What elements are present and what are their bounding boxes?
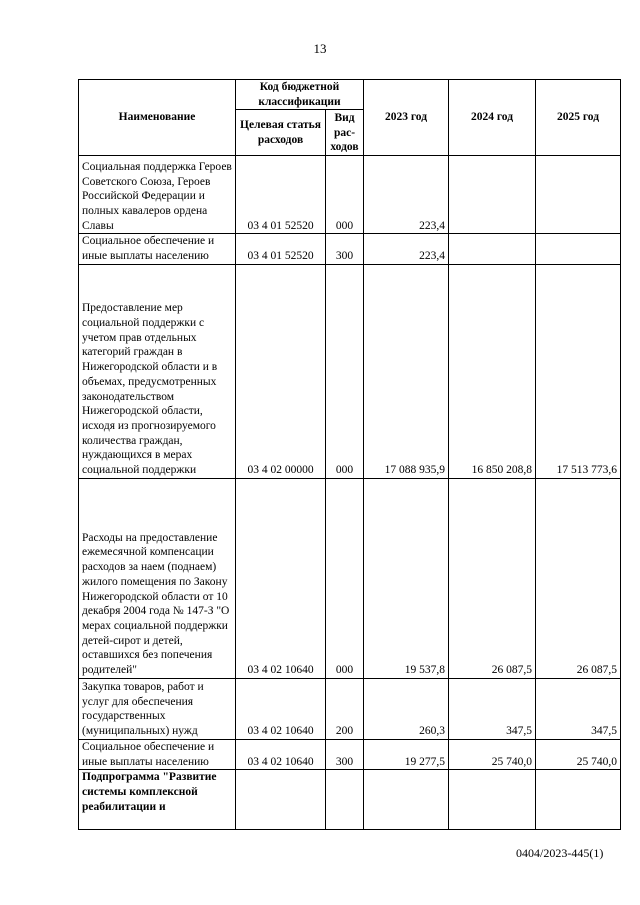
row-2025: [536, 234, 621, 264]
row-type: 000: [326, 156, 364, 234]
row-2024: 347,5: [449, 678, 536, 739]
row-2024: [449, 156, 536, 234]
row-name: Расходы на предоставление ежемесячной компенсации расходов за наем (поднаем) жилого помещения по Закону Нижегородской области от 10 декабря 2004 года № 147-З "О мерах социальной поддержки детей-сирот и детей, оставшихся без попечения родителей": [79, 478, 236, 678]
row-2024: [449, 770, 536, 830]
row-2025: 26 087,5: [536, 478, 621, 678]
row-2024: 25 740,0: [449, 739, 536, 769]
page-number: 13: [313, 41, 327, 56]
row-code: 03 4 02 10640: [236, 478, 326, 678]
table-row: [79, 739, 621, 769]
table-row: [79, 678, 621, 739]
row-type: [326, 770, 364, 830]
row-2024: 16 850 208,8: [449, 264, 536, 478]
row-name: Подпрограмма "Развитие системы комплексной реабилитации и: [79, 770, 236, 830]
row-2025: [536, 770, 621, 830]
row-type: 300: [326, 739, 364, 769]
table-row: [79, 478, 621, 678]
row-type: 200: [326, 678, 364, 739]
row-type: 000: [326, 478, 364, 678]
header-target-article: Целевая статья расходов: [236, 110, 326, 156]
table-row: [79, 234, 621, 264]
document-code: 0404/2023-445(1): [516, 846, 604, 860]
row-2025: 25 740,0: [536, 739, 621, 769]
row-type: 300: [326, 234, 364, 264]
row-2023: [364, 770, 449, 830]
row-2025: [536, 156, 621, 234]
header-expense-type: Вид рас-ходов: [326, 110, 364, 156]
row-2023: 19 277,5: [364, 739, 449, 769]
row-2023: 223,4: [364, 156, 449, 234]
row-2025: 17 513 773,6: [536, 264, 621, 478]
row-code: 03 4 01 52520: [236, 156, 326, 234]
row-name: Социальная поддержка Героев Советского Союза, Героев Российской Федерации и полных кавалеров ордена Славы: [79, 156, 236, 234]
header-2024: 2024 год: [449, 80, 536, 156]
row-2024: 26 087,5: [449, 478, 536, 678]
table-row: [79, 156, 621, 234]
row-code: 03 4 02 10640: [236, 739, 326, 769]
row-2025: 347,5: [536, 678, 621, 739]
row-2023: 223,4: [364, 234, 449, 264]
row-2023: 19 537,8: [364, 478, 449, 678]
row-2024: [449, 234, 536, 264]
row-code: 03 4 02 10640: [236, 678, 326, 739]
row-2023: 17 088 935,9: [364, 264, 449, 478]
row-name: Социальное обеспечение и иные выплаты населению: [79, 739, 236, 769]
row-type: 000: [326, 264, 364, 478]
table-row: [79, 264, 621, 478]
row-name: Социальное обеспечение и иные выплаты населению: [79, 234, 236, 264]
row-name: Предоставление мер социальной поддержки с учетом прав отдельных категорий граждан в Нижегородской области и в объемах, предусмотренных законодательством Нижегородской области, исходя из прогнозируемого количества граждан, нуждающихся в мерах социальной поддержки: [79, 264, 236, 478]
budget-table: [78, 79, 621, 830]
table-row: [79, 770, 621, 830]
header-name: Наименование: [79, 80, 236, 156]
row-2023: 260,3: [364, 678, 449, 739]
header-code-group: Код бюджетной классификации: [236, 80, 364, 110]
row-code: [236, 770, 326, 830]
row-name: Закупка товаров, работ и услуг для обеспечения государственных (муниципальных) нужд: [79, 678, 236, 739]
header-2025: 2025 год: [536, 80, 621, 156]
header-2023: 2023 год: [364, 80, 449, 156]
row-code: 03 4 01 52520: [236, 234, 326, 264]
row-code: 03 4 02 00000: [236, 264, 326, 478]
